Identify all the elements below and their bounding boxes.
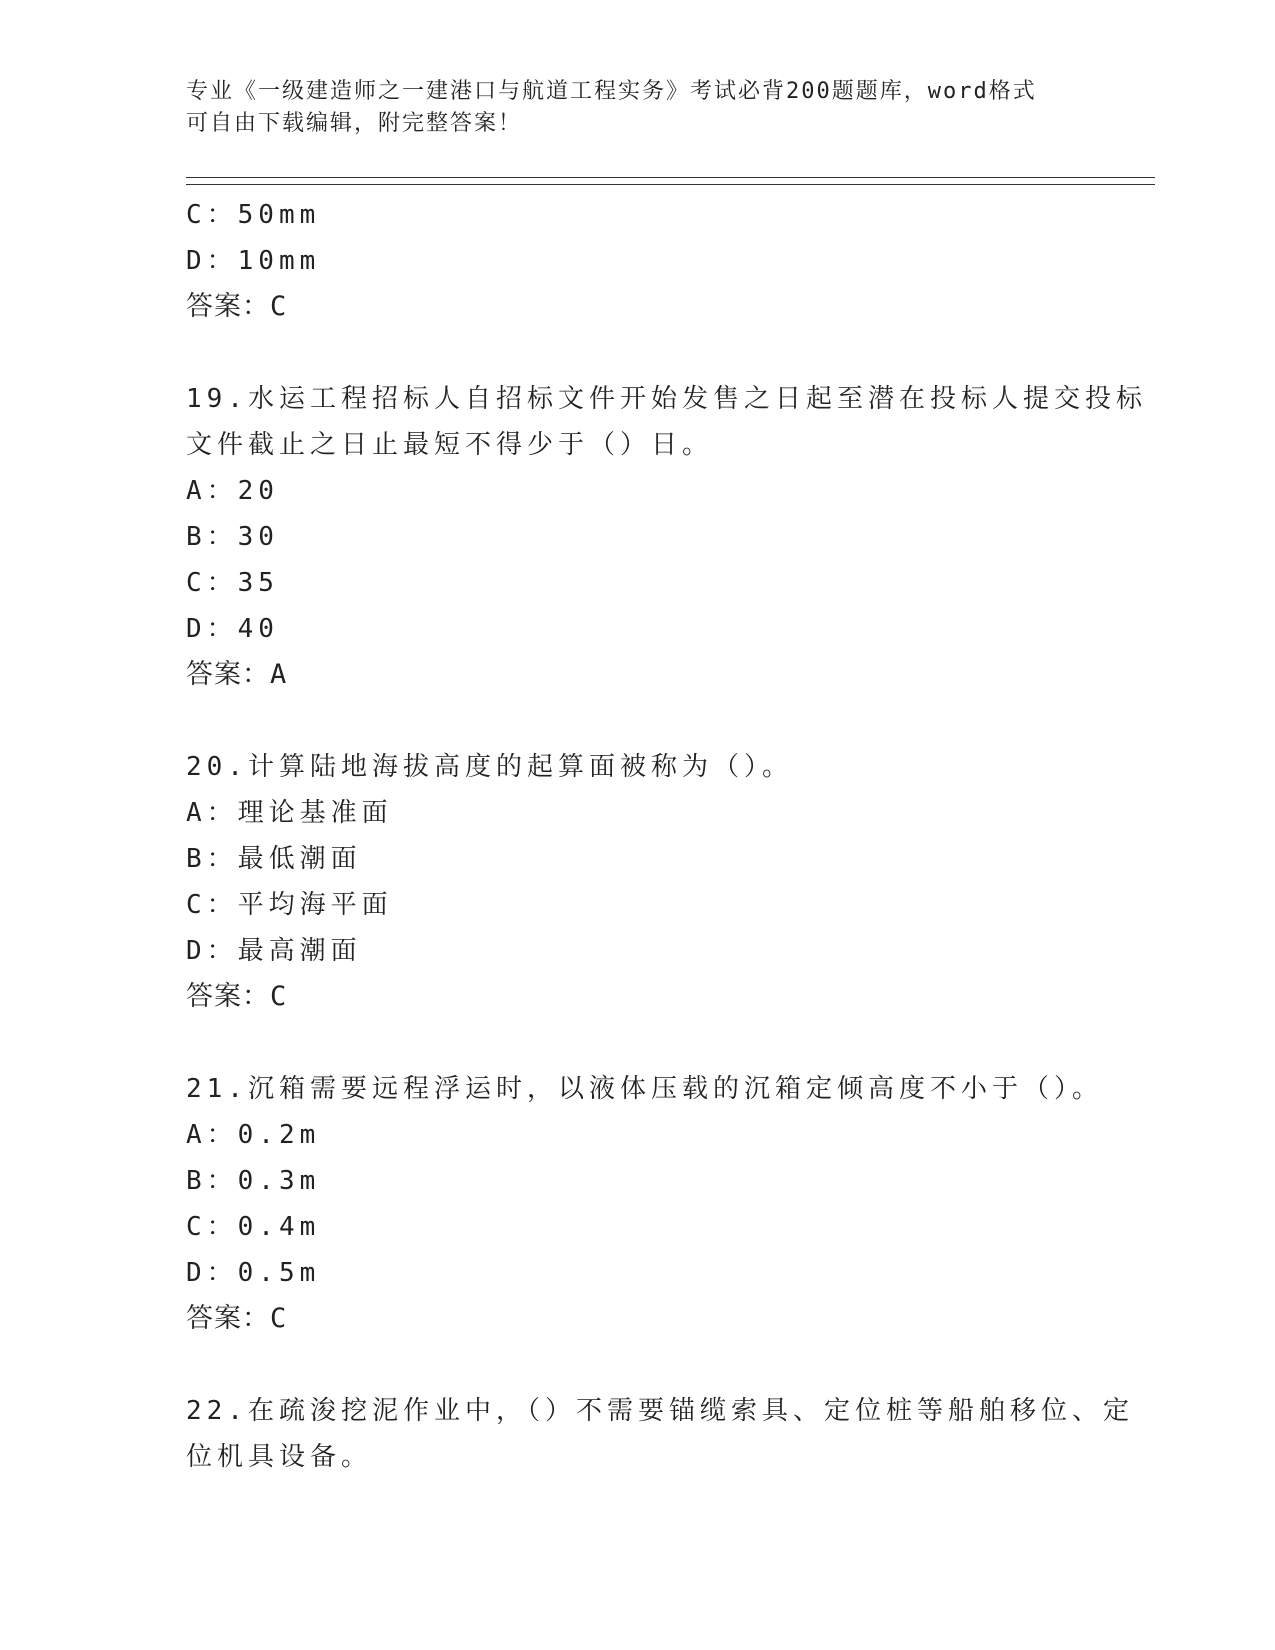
option-c: C：平均海平面 (186, 890, 393, 920)
spacer (186, 1020, 1106, 1066)
option-a: A：理论基准面 (186, 798, 393, 828)
question-21 (186, 1066, 1106, 1342)
question-stem-line-1: 19.水运工程招标人自招标文件开始发售之日起至潜在投标人提交投标 (186, 384, 1147, 414)
option-b: B：0.3m (186, 1166, 321, 1196)
option-c: C：35 (186, 568, 279, 598)
document-header (186, 76, 1086, 140)
option-b: B：30 (186, 522, 279, 552)
question-stem-line-1: 20.计算陆地海拔高度的起算面被称为（）。 (186, 752, 793, 782)
question-list (186, 192, 1147, 1480)
header-line-2: 可自由下载编辑，附完整答案！ (186, 111, 523, 136)
header-divider (186, 177, 1155, 185)
question-stem-line-1: 22.在疏浚挖泥作业中，（）不需要锚缆索具、定位桩等船舶移位、定 (186, 1396, 1134, 1426)
option-d: D：0.5m (186, 1258, 321, 1288)
option-c: C：0.4m (186, 1212, 321, 1242)
spacer (186, 1342, 1106, 1388)
option-c: C：50mm (186, 200, 321, 230)
answer: 答案：C (186, 1303, 288, 1334)
answer: 答案：A (186, 659, 288, 690)
option-d: D：10mm (186, 246, 321, 276)
option-a: A：0.2m (186, 1120, 321, 1150)
answer: 答案：C (186, 981, 288, 1012)
option-d: D：40 (186, 614, 279, 644)
question-stem-line-1: 21.沉箱需要远程浮运时，以液体压载的沉箱定倾高度不小于（）。 (186, 1074, 1103, 1104)
question-22 (186, 1388, 1134, 1480)
spacer (186, 698, 1106, 744)
question-stem-line-2: 位机具设备。 (186, 1442, 373, 1472)
header-line-1: 专业《一级建造师之一建港口与航道工程实务》考试必背200题题库，word格式 (186, 79, 1037, 104)
question-18-tail (186, 192, 1106, 330)
question-20 (186, 744, 1106, 1020)
option-d: D：最高潮面 (186, 936, 362, 966)
question-19 (186, 376, 1147, 698)
option-a: A：20 (186, 476, 279, 506)
spacer (186, 330, 1106, 376)
answer: 答案：C (186, 291, 288, 322)
option-b: B：最低潮面 (186, 844, 362, 874)
question-stem-line-2: 文件截止之日止最短不得少于（）日。 (186, 430, 714, 460)
